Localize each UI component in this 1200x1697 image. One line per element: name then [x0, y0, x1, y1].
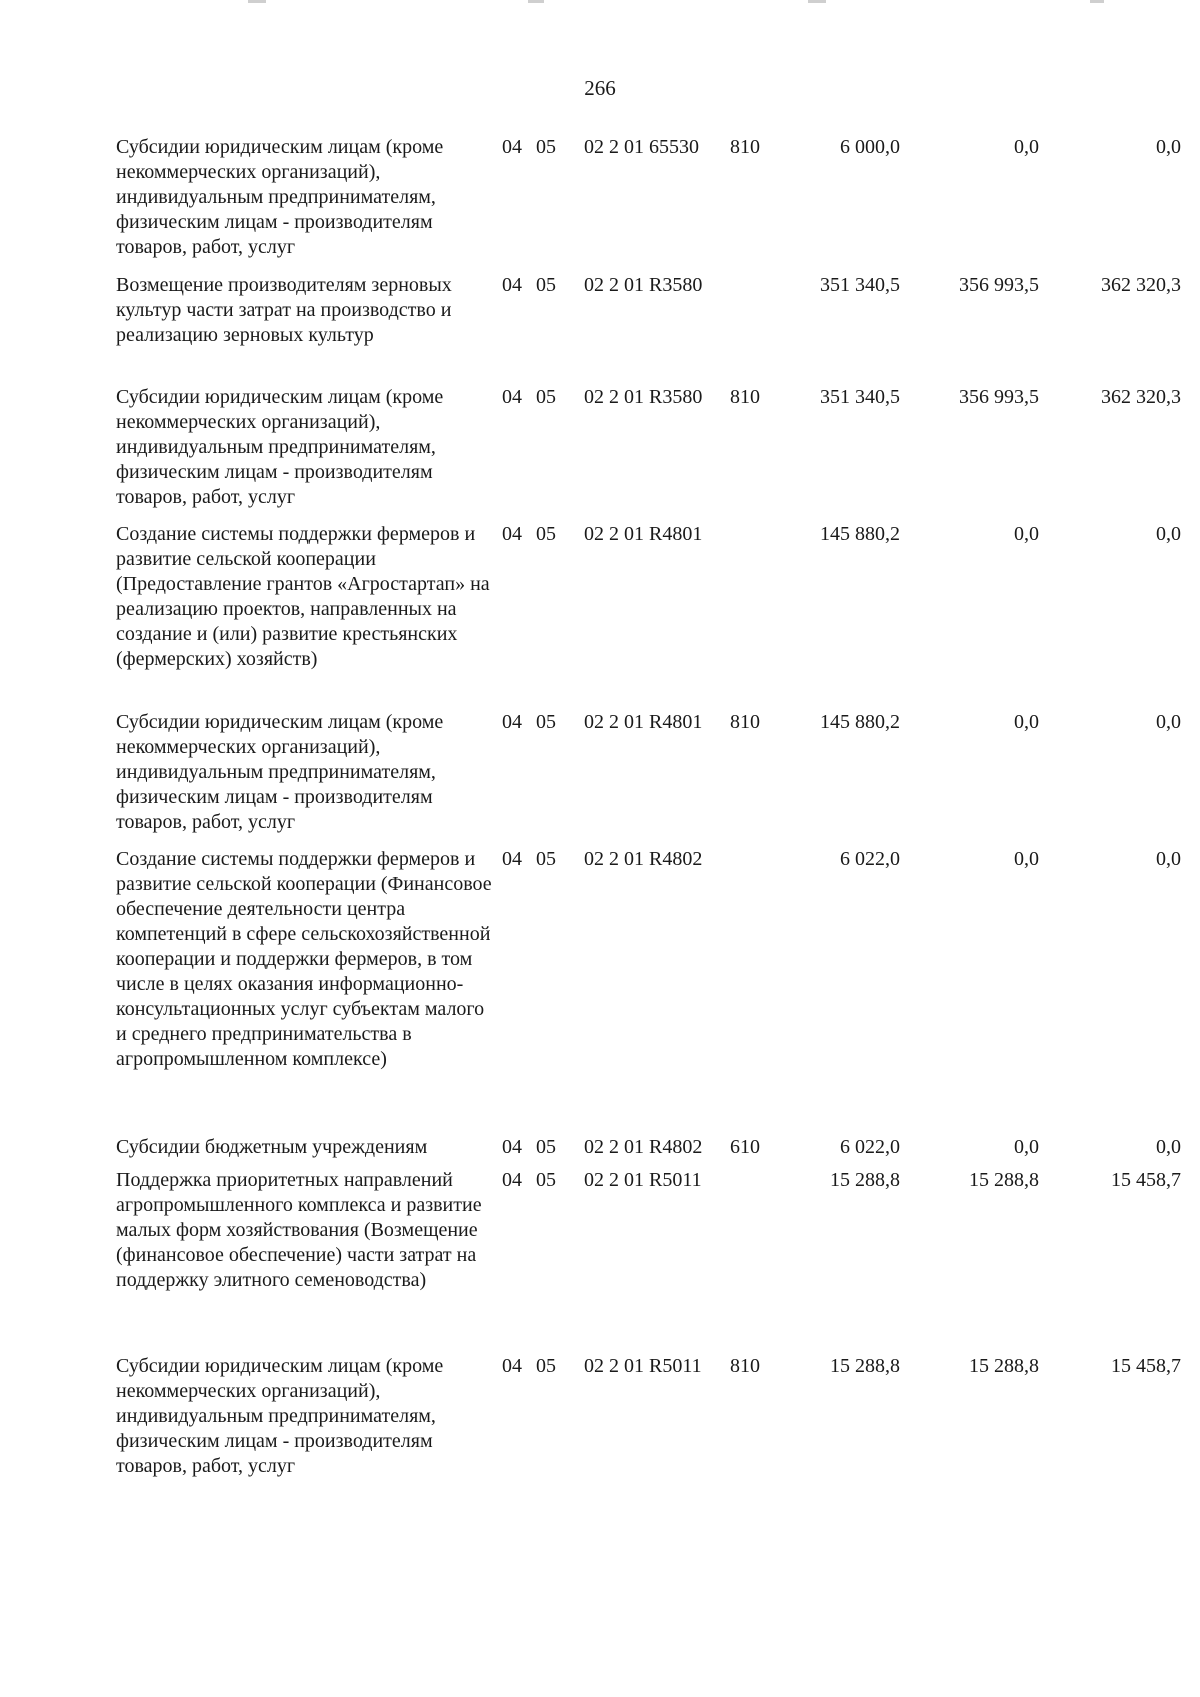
page-number: 266	[584, 76, 616, 100]
row-description: Создание системы поддержки фермеров и развитие сельской кооперации (Предоставление грантов «Агростартап» на реализацию проектов, направленных на создание и (или) развитие крестьянских (фермерских) хозяйств)	[116, 523, 490, 670]
target-article-code: 02 2 01 R5011	[584, 1355, 702, 1377]
amount-year-2: 0,0	[1014, 848, 1039, 870]
section-code: 04	[502, 1169, 522, 1191]
amount-year-2: 15 288,8	[969, 1355, 1039, 1377]
row-description: Субсидии юридическим лицам (кроме некоммерческих организаций), индивидуальным предпринимателям, физическим лицам - производителям товаров, работ, услуг	[116, 711, 444, 833]
target-article-code: 02 2 01 R5011	[584, 1169, 702, 1191]
scan-artifact	[528, 0, 544, 3]
expense-type-code: 810	[730, 136, 760, 158]
amount-year-3: 15 458,7	[1111, 1355, 1181, 1377]
target-article-code: 02 2 01 R3580	[584, 386, 703, 408]
amount-year-2: 356 993,5	[959, 274, 1039, 296]
subsection-code: 05	[536, 848, 556, 870]
amount-year-3: 0,0	[1156, 523, 1181, 545]
scan-artifact	[808, 0, 826, 3]
amount-year-3: 15 458,7	[1111, 1169, 1181, 1191]
amount-year-1: 6 000,0	[840, 136, 900, 158]
amount-year-2: 356 993,5	[959, 386, 1039, 408]
expense-type-code: 810	[730, 711, 760, 733]
scan-artifact	[248, 0, 266, 3]
section-code: 04	[502, 274, 522, 296]
amount-year-2: 0,0	[1014, 711, 1039, 733]
amount-year-3: 0,0	[1156, 711, 1181, 733]
section-code: 04	[502, 523, 522, 545]
row-description: Создание системы поддержки фермеров и развитие сельской кооперации (Финансовое обеспечение деятельности центра компетенций в сфере сельскохозяйственной кооперации и поддержки фермеров, в том числе в целях оказания информационно-консультационных услуг субъектам малого и среднего предпринимательства в агропромышленном комплексе)	[116, 848, 492, 1070]
target-article-code: 02 2 01 R4801	[584, 711, 703, 733]
section-code: 04	[502, 848, 522, 870]
amount-year-3: 362 320,3	[1101, 386, 1181, 408]
subsection-code: 05	[536, 136, 556, 158]
row-description: Поддержка приоритетных направлений агропромышленного комплекса и развитие малых форм хозяйствования (Возмещение (финансовое обеспечение) части затрат на поддержку элитного семеноводства)	[116, 1169, 482, 1291]
amount-year-1: 15 288,8	[830, 1355, 900, 1377]
target-article-code: 02 2 01 R4802	[584, 848, 703, 870]
row-description: Субсидии юридическим лицам (кроме некоммерческих организаций), индивидуальным предпринимателям, физическим лицам - производителям товаров, работ, услуг	[116, 1355, 444, 1477]
row-description: Субсидии юридическим лицам (кроме некоммерческих организаций), индивидуальным предпринимателям, физическим лицам - производителям товаров, работ, услуг	[116, 386, 444, 508]
amount-year-3: 0,0	[1156, 1136, 1181, 1158]
amount-year-1: 351 340,5	[820, 274, 900, 296]
amount-year-1: 15 288,8	[830, 1169, 900, 1191]
target-article-code: 02 2 01 R3580	[584, 274, 703, 296]
subsection-code: 05	[536, 386, 556, 408]
amount-year-1: 351 340,5	[820, 386, 900, 408]
target-article-code: 02 2 01 R4801	[584, 523, 703, 545]
expense-type-code: 810	[730, 1355, 760, 1377]
amount-year-2: 15 288,8	[969, 1169, 1039, 1191]
amount-year-2: 0,0	[1014, 1136, 1039, 1158]
amount-year-1: 145 880,2	[820, 711, 900, 733]
row-description: Субсидии бюджетным учреждениям	[116, 1136, 428, 1158]
expense-type-code: 610	[730, 1136, 760, 1158]
expense-type-code: 810	[730, 386, 760, 408]
scan-artifact	[1090, 0, 1104, 3]
subsection-code: 05	[536, 1136, 556, 1158]
section-code: 04	[502, 386, 522, 408]
subsection-code: 05	[536, 1169, 556, 1191]
section-code: 04	[502, 1136, 522, 1158]
section-code: 04	[502, 136, 522, 158]
amount-year-3: 0,0	[1156, 136, 1181, 158]
amount-year-2: 0,0	[1014, 523, 1039, 545]
row-description: Субсидии юридическим лицам (кроме некоммерческих организаций), индивидуальным предпринимателям, физическим лицам - производителям товаров, работ, услуг	[116, 136, 444, 258]
amount-year-1: 145 880,2	[820, 523, 900, 545]
row-description: Возмещение производителям зерновых культур части затрат на производство и реализацию зерновых культур	[116, 274, 452, 346]
amount-year-3: 0,0	[1156, 848, 1181, 870]
amount-year-2: 0,0	[1014, 136, 1039, 158]
section-code: 04	[502, 1355, 522, 1377]
section-code: 04	[502, 711, 522, 733]
target-article-code: 02 2 01 65530	[584, 136, 699, 158]
amount-year-3: 362 320,3	[1101, 274, 1181, 296]
target-article-code: 02 2 01 R4802	[584, 1136, 703, 1158]
subsection-code: 05	[536, 274, 556, 296]
subsection-code: 05	[536, 1355, 556, 1377]
amount-year-1: 6 022,0	[840, 1136, 900, 1158]
amount-year-1: 6 022,0	[840, 848, 900, 870]
subsection-code: 05	[536, 711, 556, 733]
subsection-code: 05	[536, 523, 556, 545]
